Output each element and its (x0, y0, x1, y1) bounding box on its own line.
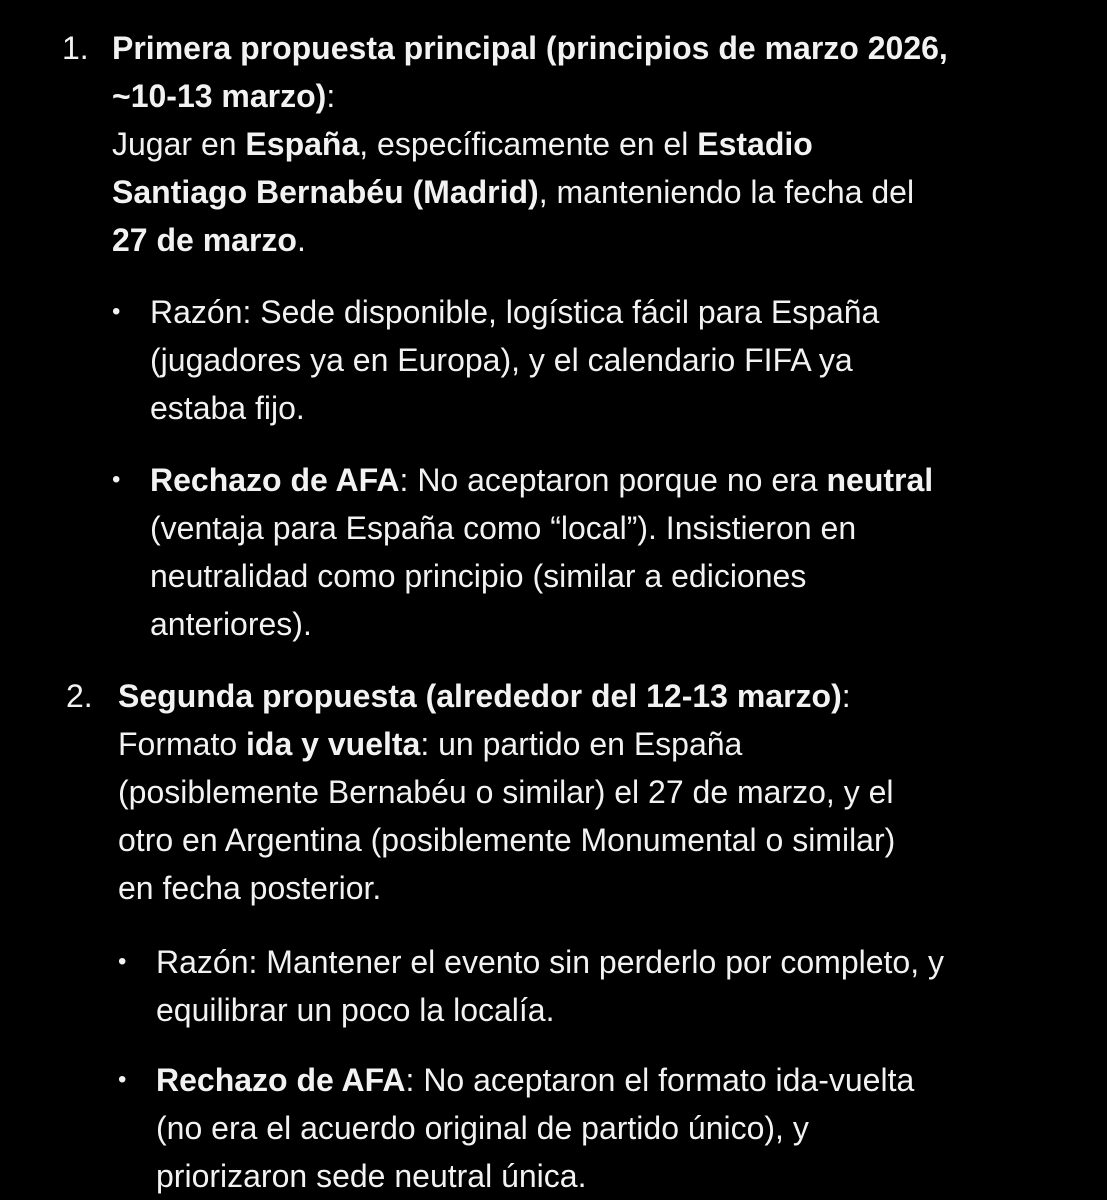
bullet-text: Razón: Sede disponible, logística fácil para España (jugadores ya en Europa), y el calendario FIFA ya estaba fijo. (150, 294, 880, 426)
item-1-heading: Primera propuesta principal (principios de marzo 2026, ~10-13 marzo): Jugar en España, específicamente en el Estadio Santiago Bernabéu (Madrid), manteniendo la fecha del 27 de marzo. (112, 30, 948, 258)
bullet-label: Rechazo de AFA (156, 1062, 406, 1098)
list-number: 2. (66, 678, 93, 714)
list-number: 1. (62, 30, 89, 66)
bullet-glyph: • (112, 298, 121, 325)
bullet-glyph: • (112, 466, 121, 493)
bullet-label: Rechazo de AFA (150, 462, 400, 498)
bullet-text: Rechazo de AFA: No aceptaron porque no era neutral (ventaja para España como “local”). Insistieron en neutralidad como principio (similar a ediciones anteriores). (150, 462, 934, 642)
item-title: Segunda propuesta (alrededor del 12-13 marzo) (118, 678, 842, 714)
item-title-cont: ~10-13 marzo) (112, 78, 327, 114)
item-title: Primera propuesta principal (principios de marzo 2026, (112, 30, 948, 66)
bullet-glyph: • (118, 948, 127, 975)
bullet-text: Rechazo de AFA: No aceptaron el formato ida-vuelta (no era el acuerdo original de partido único), y priorizaron sede neutral única. (156, 1062, 915, 1194)
bullet-glyph: • (118, 1066, 127, 1093)
item-2-heading: Segunda propuesta (alrededor del 12-13 marzo): Formato ida y vuelta: un partido en España (posiblemente Bernabéu o similar) el 27 de marzo, y el otro en Argentina (posiblemente Monumental o similar) en fecha posterior. (118, 678, 896, 906)
bullet-text: Razón: Mantener el evento sin perderlo por completo, y equilibrar un poco la localía. (156, 944, 944, 1028)
